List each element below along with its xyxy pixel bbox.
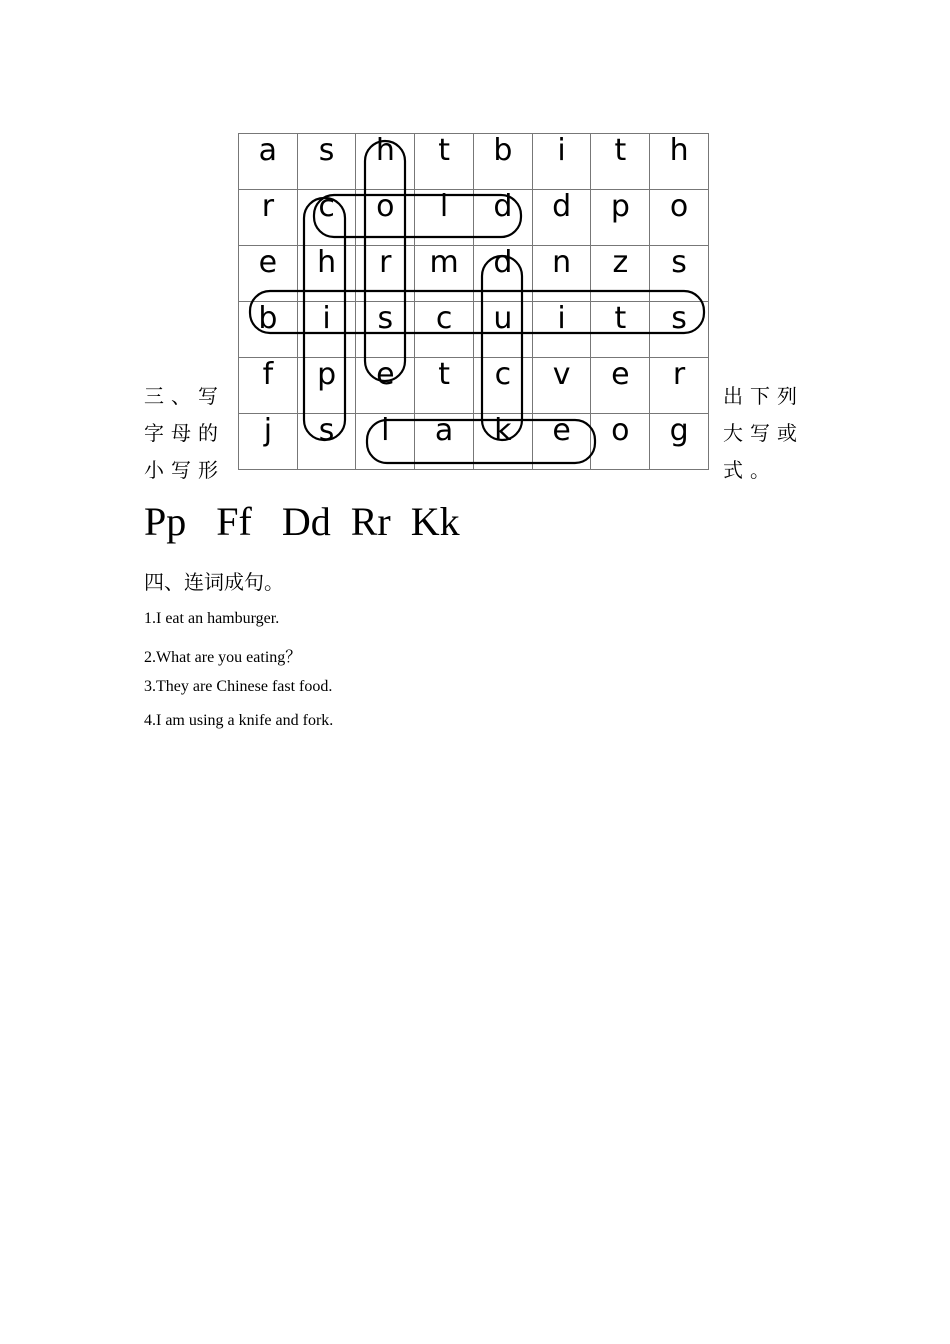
grid-cell: d: [474, 190, 533, 246]
grid-cell: t: [415, 358, 474, 414]
grid-cell: h: [297, 246, 356, 302]
grid-row: [239, 414, 709, 470]
grid-cell: s: [650, 302, 709, 358]
grid-cell: t: [591, 134, 650, 190]
section3-instruction-left: [144, 378, 225, 489]
grid-cell: h: [650, 134, 709, 190]
grid-cell: i: [297, 302, 356, 358]
sentence-2: 2.What are you eating？: [144, 649, 302, 666]
grid-cell: z: [591, 246, 650, 302]
grid-cell: s: [297, 134, 356, 190]
grid-cell: s: [356, 302, 415, 358]
grid-cell: e: [532, 414, 591, 470]
instruction-line: 大写或: [723, 421, 804, 445]
grid-row: [239, 358, 709, 414]
grid-cell: e: [239, 246, 298, 302]
grid-cell: r: [650, 358, 709, 414]
grid-cell: a: [415, 414, 474, 470]
grid-cell: t: [591, 302, 650, 358]
grid-row: [239, 302, 709, 358]
grid-cell: v: [532, 358, 591, 414]
grid-cell: m: [415, 246, 474, 302]
sentence-3: 3.They are Chinese fast food.: [144, 678, 333, 695]
grid-cell: r: [239, 190, 298, 246]
grid-cell: o: [356, 190, 415, 246]
grid-cell: l: [356, 414, 415, 470]
letter-pair: Kk: [410, 499, 460, 544]
instruction-line: 三、写: [144, 384, 225, 408]
grid-cell: n: [532, 246, 591, 302]
grid-cell: p: [297, 358, 356, 414]
letter-pair: Ff: [216, 499, 252, 544]
grid-cell: e: [356, 358, 415, 414]
grid-cell: e: [591, 358, 650, 414]
grid-cell: p: [591, 190, 650, 246]
grid-cell: o: [591, 414, 650, 470]
sentence-1: 1.I eat an hamburger.: [144, 610, 280, 627]
letter-pair: Rr: [350, 499, 391, 544]
grid-cell: g: [650, 414, 709, 470]
grid-cell: r: [356, 246, 415, 302]
instruction-line: 字母的: [144, 421, 225, 445]
letter-pairs: [144, 498, 460, 545]
grid-cell: k: [474, 414, 533, 470]
grid-cell: s: [650, 246, 709, 302]
grid-row: [239, 134, 709, 190]
grid-cell: h: [356, 134, 415, 190]
grid-cell: o: [650, 190, 709, 246]
word-search-puzzle: [238, 133, 709, 470]
instruction-line: 式。: [723, 458, 777, 482]
letter-pair: Dd: [281, 499, 331, 544]
grid-cell: c: [297, 190, 356, 246]
instruction-line: 出下列: [723, 384, 804, 408]
grid-row: [239, 190, 709, 246]
section4-title: 四、连词成句。: [144, 570, 284, 594]
grid-cell: u: [474, 302, 533, 358]
grid-cell: d: [532, 190, 591, 246]
grid-cell: t: [415, 134, 474, 190]
instruction-line: 小写形: [144, 458, 225, 482]
letter-pair: Pp: [144, 499, 187, 544]
grid-cell: c: [474, 358, 533, 414]
grid-cell: s: [297, 414, 356, 470]
section3-instruction-right: [723, 378, 804, 489]
grid-cell: l: [415, 190, 474, 246]
grid-cell: b: [239, 302, 298, 358]
letter-grid: [238, 133, 709, 470]
grid-cell: d: [474, 246, 533, 302]
grid-cell: i: [532, 302, 591, 358]
grid-cell: j: [239, 414, 298, 470]
sentence-4: 4.I am using a knife and fork.: [144, 712, 334, 729]
grid-cell: c: [415, 302, 474, 358]
grid-cell: b: [474, 134, 533, 190]
grid-cell: i: [532, 134, 591, 190]
grid-cell: a: [239, 134, 298, 190]
grid-row: [239, 246, 709, 302]
grid-cell: f: [239, 358, 298, 414]
